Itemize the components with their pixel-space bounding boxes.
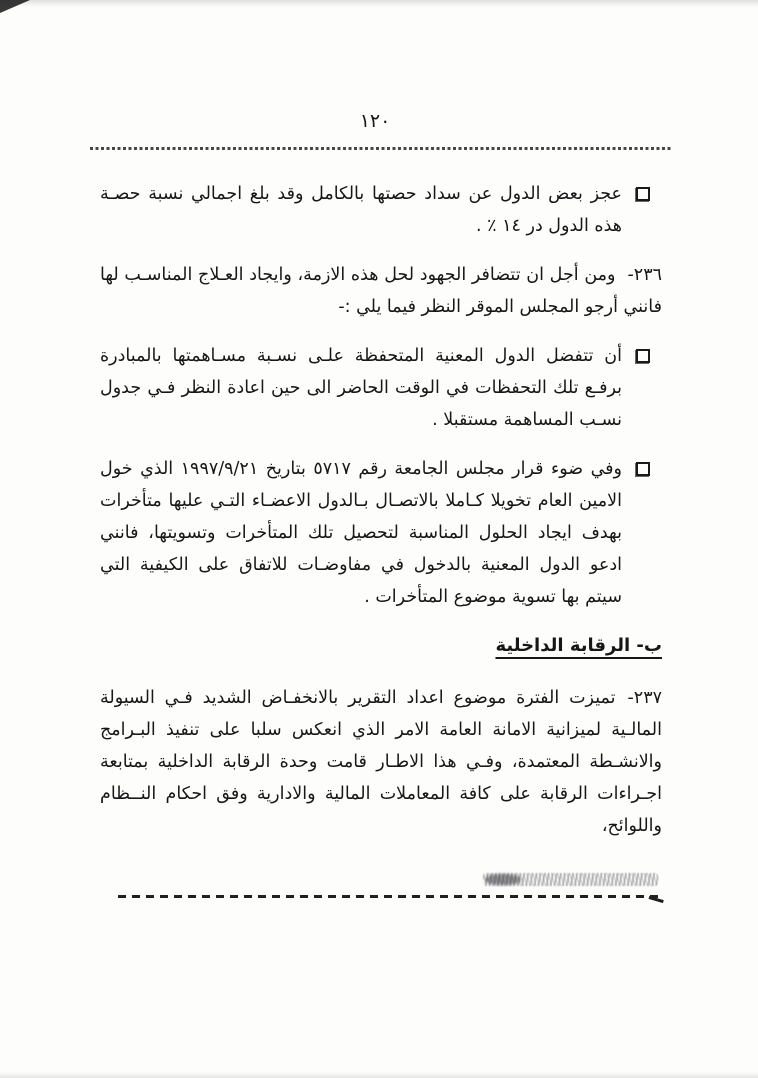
bullet-paragraph [100,340,662,436]
paragraph-text: عجز بعض الدول عن سداد حصتها بالكامل وقد بلغ اجمالي نسبة حصـة هذه الدول در ١٤ ٪ . [100,184,622,236]
page-corner-artifact [0,0,30,13]
paragraph-text: وفي ضوء قرار مجلس الجامعة رقم ٥٧١٧ بتاريخ ١٩٩٧/٩/٢١ الذي خول الامين العام تخويلا كـاملا بالاتصـال بـالدول الاعضـاء التـي عليها متأخرات بهدف ايجاد الحلول المناسبة لتحصيل تلك المتأخرات وتسويتها، فانني ادعو الدول المعنية بالدخول في مفاوضـات للاتفاق على الكيفية التي سيتم بها تسوية موضوع المتأخرات . [100,459,622,607]
footer-annotation-area [118,873,658,888]
paragraph-number: ٢٣٦- [627,265,662,285]
square-bullet-icon [636,349,650,363]
bottom-divider [118,895,658,898]
bullet-paragraph [100,453,662,613]
paragraph-text [100,259,662,323]
bullet-marker [622,340,662,436]
footer-smudge [483,873,658,886]
paragraph-body: تميزت الفترة موضوع اعداد التقرير بالانخفـاض الشديد فـي السيولة المالـية لميزانية الامانة العامة الامر الذي انعكس سلبا على تنفيذ البـرامج والانشـطة المعتمدة، وفـي هذا الاطـار قامت وحدة الرقابة الداخلية بمتابعة اجـراءات الرقابة على كافة المعاملات المالية والادارية وفق احكام النــظام واللوائح، [100,688,662,836]
paragraph-text: أن تتفضل الدول المعنية المتحفظة علـى نسـبة مسـاهمتها بالمبادرة برفـع تلك التحفظات في الوقت الحاضر الى حين اعادة النظر فـي جدول نسـب المساهمة مستقبلا . [100,346,622,430]
page-number: ١٢٠ [359,110,391,132]
top-divider [90,147,672,150]
paragraph-number: ٢٣٧- [627,688,662,708]
bullet-paragraph [100,178,662,242]
numbered-paragraph [100,259,662,323]
paragraph-text [100,682,662,842]
document-body [100,178,662,859]
bullet-marker [622,178,662,242]
section-heading: ب- الرقابة الداخلية [495,635,662,656]
paragraph-body: ومن أجل ان تتضافر الجهود لحل هذه الازمة، وايجاد العـلاج المناسـب لها فانني أرجو المجلس الموقر النظر فيما يلي :- [100,265,662,317]
bullet-marker [622,453,662,613]
numbered-paragraph [100,682,662,842]
square-bullet-icon [636,462,650,476]
square-bullet-icon [636,187,650,201]
